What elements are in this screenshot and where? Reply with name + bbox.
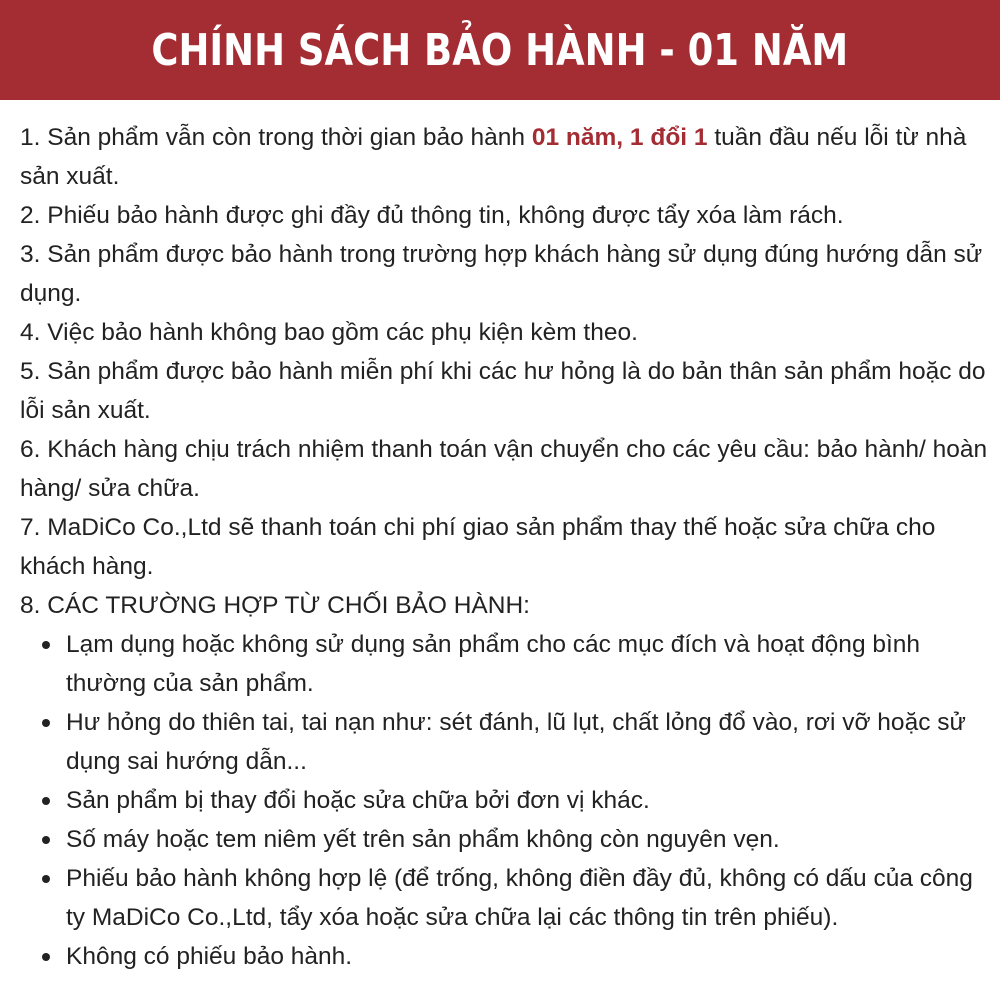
bullet-icon — [42, 641, 50, 649]
bullet-icon — [42, 836, 50, 844]
refusal-case-item — [20, 781, 990, 820]
header-banner — [0, 0, 1000, 100]
policy-item-1 — [20, 118, 990, 196]
warranty-policy-body — [20, 118, 990, 976]
refusal-case-item — [20, 820, 990, 859]
refusal-case-text: Sản phẩm bị thay đổi hoặc sửa chữa bởi đơn vị khác. — [66, 787, 650, 814]
refusal-case-item — [20, 859, 990, 937]
refusal-cases-list — [20, 625, 990, 976]
refusal-case-text: Không có phiếu bảo hành. — [66, 943, 353, 970]
policy-item-2: 2. Phiếu bảo hành được ghi đầy đủ thông tin, không được tẩy xóa làm rách. — [20, 202, 844, 229]
bullet-icon — [42, 719, 50, 727]
refusal-case-text: Số máy hoặc tem niêm yết trên sản phẩm không còn nguyên vẹn. — [66, 826, 780, 853]
page-title: CHÍNH SÁCH BẢO HÀNH - 01 NĂM — [151, 24, 849, 76]
bullet-icon — [42, 797, 50, 805]
policy-item-4: 4. Việc bảo hành không bao gồm các phụ kiện kèm theo. — [20, 319, 638, 346]
warranty-period-highlight: 01 năm, 1 đổi 1 — [531, 124, 708, 151]
refusal-case-text: Lạm dụng hoặc không sử dụng sản phẩm cho các mục đích và hoạt động bình thường của sản phẩm. — [66, 631, 921, 697]
policy-item-6: 6. Khách hàng chịu trách nhiệm thanh toán vận chuyển cho các yêu cầu: bảo hành/ hoàn hàng/ sửa chữa. — [20, 436, 988, 502]
policy-item-8-heading: 8. CÁC TRƯỜNG HỢP TỪ CHỐI BẢO HÀNH: — [20, 592, 530, 619]
refusal-case-text: Hư hỏng do thiên tai, tai nạn như: sét đánh, lũ lụt, chất lỏng đổ vào, rơi vỡ hoặc sử dụng sai hướng dẫn... — [66, 709, 966, 775]
policy-item-1-text-start: 1. Sản phẩm vẫn còn trong thời gian bảo hành — [20, 124, 532, 151]
policy-item-7: 7. MaDiCo Co.,Ltd sẽ thanh toán chi phí giao sản phẩm thay thế hoặc sửa chữa cho khách hàng. — [20, 514, 936, 580]
bullet-icon — [42, 875, 50, 883]
bullet-icon — [42, 953, 50, 961]
policy-item-3: 3. Sản phẩm được bảo hành trong trường hợp khách hàng sử dụng đúng hướng dẫn sử dụng. — [20, 241, 983, 307]
policy-item-5: 5. Sản phẩm được bảo hành miễn phí khi các hư hỏng là do bản thân sản phẩm hoặc do lỗi sản xuất. — [20, 358, 986, 424]
refusal-case-item — [20, 937, 990, 976]
refusal-case-item — [20, 625, 990, 703]
policy-item-1-text-end: tuần đầu nếu lỗi từ nhà sản xuất. — [20, 124, 967, 190]
refusal-case-text: Phiếu bảo hành không hợp lệ (để trống, không điền đầy đủ, không có dấu của công ty MaDiCo Co.,Ltd, tẩy xóa hoặc sửa chữa lại các thông tin trên phiếu). — [66, 865, 973, 931]
refusal-case-item — [20, 703, 990, 781]
